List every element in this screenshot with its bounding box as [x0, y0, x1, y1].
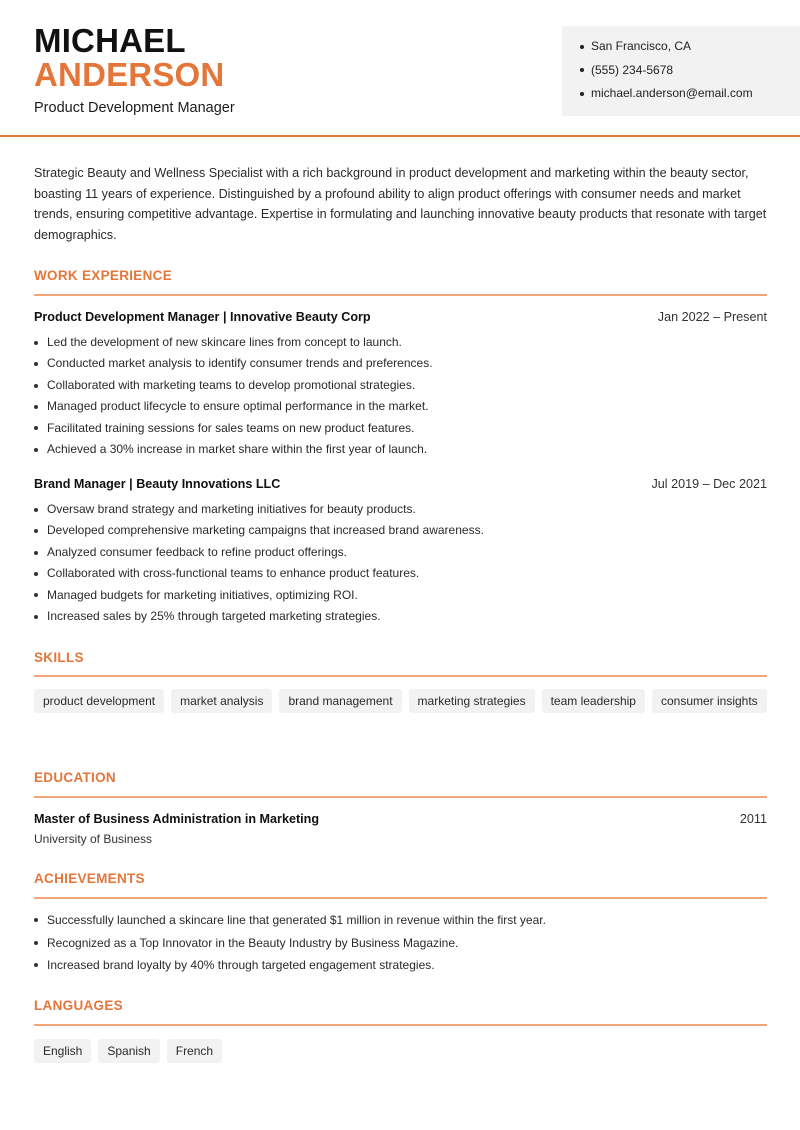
bullet-icon [34, 508, 38, 512]
education-header [34, 812, 767, 826]
section-divider [34, 675, 767, 677]
bullet-icon [34, 918, 38, 922]
skill-tag: marketing strategies [409, 689, 535, 713]
job-title: Product Development Manager [34, 100, 235, 116]
bullet-icon [34, 384, 38, 388]
bullet-icon [34, 529, 38, 533]
list-item: Recognized as a Top Innovator in the Beauty Industry by Business Magazine. [34, 932, 767, 955]
skill-tag: market analysis [171, 689, 272, 713]
contact-box [562, 26, 800, 116]
bullet-icon [34, 426, 38, 430]
contact-phone [580, 59, 800, 83]
job-role: Product Development Manager | Innovative Beauty Corp [34, 310, 371, 324]
education-heading: EDUCATION [34, 770, 116, 785]
section-divider [34, 294, 767, 296]
candidate-name [34, 24, 224, 92]
language-tag: English [34, 1039, 91, 1063]
list-item: Managed budgets for marketing initiatives, optimizing ROI. [34, 585, 767, 606]
bullet-icon [34, 615, 38, 619]
list-item: Achieved a 30% increase in market share within the first year of launch. [34, 439, 767, 460]
bullet-icon [580, 45, 584, 49]
job-header [34, 477, 767, 491]
skills-tags [34, 689, 767, 713]
achievements-heading: ACHIEVEMENTS [34, 871, 145, 886]
work-experience-heading: WORK EXPERIENCE [34, 268, 173, 283]
skill-tag: consumer insights [652, 689, 767, 713]
list-item: Analyzed consumer feedback to refine product offerings. [34, 542, 767, 563]
list-item: Collaborated with marketing teams to develop promotional strategies. [34, 375, 767, 396]
list-item: Successfully launched a skincare line that generated $1 million in revenue within the first year. [34, 909, 767, 932]
last-name: ANDERSON [34, 56, 225, 93]
skill-tag: product development [34, 689, 164, 713]
summary-paragraph: Strategic Beauty and Wellness Specialist with a rich background in product development and marketing within the beauty sector, boasting 11 years of experience. Distinguished by a profound ability to align product offerings with consumer needs and market trends, ensuring competitive advantage. Expertise in formulating and launching innovative beauty products that resonate with target demographics. [34, 166, 767, 242]
job-dates: Jul 2019 – Dec 2021 [651, 477, 767, 491]
list-item: Collaborated with cross-functional teams to enhance product features. [34, 563, 767, 584]
job-bullets [34, 499, 767, 627]
contact-email [580, 82, 800, 106]
section-divider [34, 1024, 767, 1026]
school-name: University of Business [34, 832, 153, 846]
list-item: Developed comprehensive marketing campaigns that increased brand awareness. [34, 520, 767, 541]
list-item: Oversaw brand strategy and marketing initiatives for beauty products. [34, 499, 767, 520]
languages-heading: LANGUAGES [34, 998, 123, 1013]
job-header [34, 310, 767, 324]
bullet-icon [580, 92, 584, 96]
list-item: Conducted market analysis to identify consumer trends and preferences. [34, 353, 767, 374]
list-item: Increased brand loyalty by 40% through targeted engagement strategies. [34, 954, 767, 977]
bullet-icon [34, 941, 38, 945]
job-dates: Jan 2022 – Present [657, 310, 767, 324]
language-tag: French [167, 1039, 222, 1063]
location-text: San Francisco, CA [591, 39, 692, 53]
list-item: Increased sales by 25% through targeted marketing strategies. [34, 606, 767, 627]
bullet-icon [34, 551, 38, 555]
list-item: Facilitated training sessions for sales teams on new product features. [34, 418, 767, 439]
bullet-icon [34, 362, 38, 366]
bullet-icon [34, 572, 38, 576]
resume-header [0, 0, 800, 137]
bullet-icon [34, 341, 38, 345]
email-text: michael.anderson@email.com [591, 86, 753, 100]
bullet-icon [34, 593, 38, 597]
skill-tag: brand management [279, 689, 401, 713]
skill-tag: team leadership [542, 689, 645, 713]
contact-location [580, 35, 800, 59]
degree: Master of Business Administration in Marketing [34, 812, 320, 826]
bullet-icon [34, 448, 38, 452]
languages-tags [34, 1039, 767, 1063]
language-tag: Spanish [98, 1039, 159, 1063]
job-bullets [34, 332, 767, 460]
graduation-year: 2011 [739, 812, 767, 826]
job-role: Brand Manager | Beauty Innovations LLC [34, 477, 281, 491]
bullet-icon [34, 963, 38, 967]
phone-text: (555) 234-5678 [591, 62, 674, 77]
first-name: MICHAEL [34, 22, 186, 59]
list-item: Led the development of new skincare lines from concept to launch. [34, 332, 767, 353]
section-divider [34, 897, 767, 899]
section-divider [34, 796, 767, 798]
bullet-icon [34, 405, 38, 409]
skills-heading: SKILLS [34, 650, 84, 665]
list-item: Managed product lifecycle to ensure optimal performance in the market. [34, 396, 767, 417]
bullet-icon [580, 68, 584, 72]
achievements-list [34, 909, 767, 977]
